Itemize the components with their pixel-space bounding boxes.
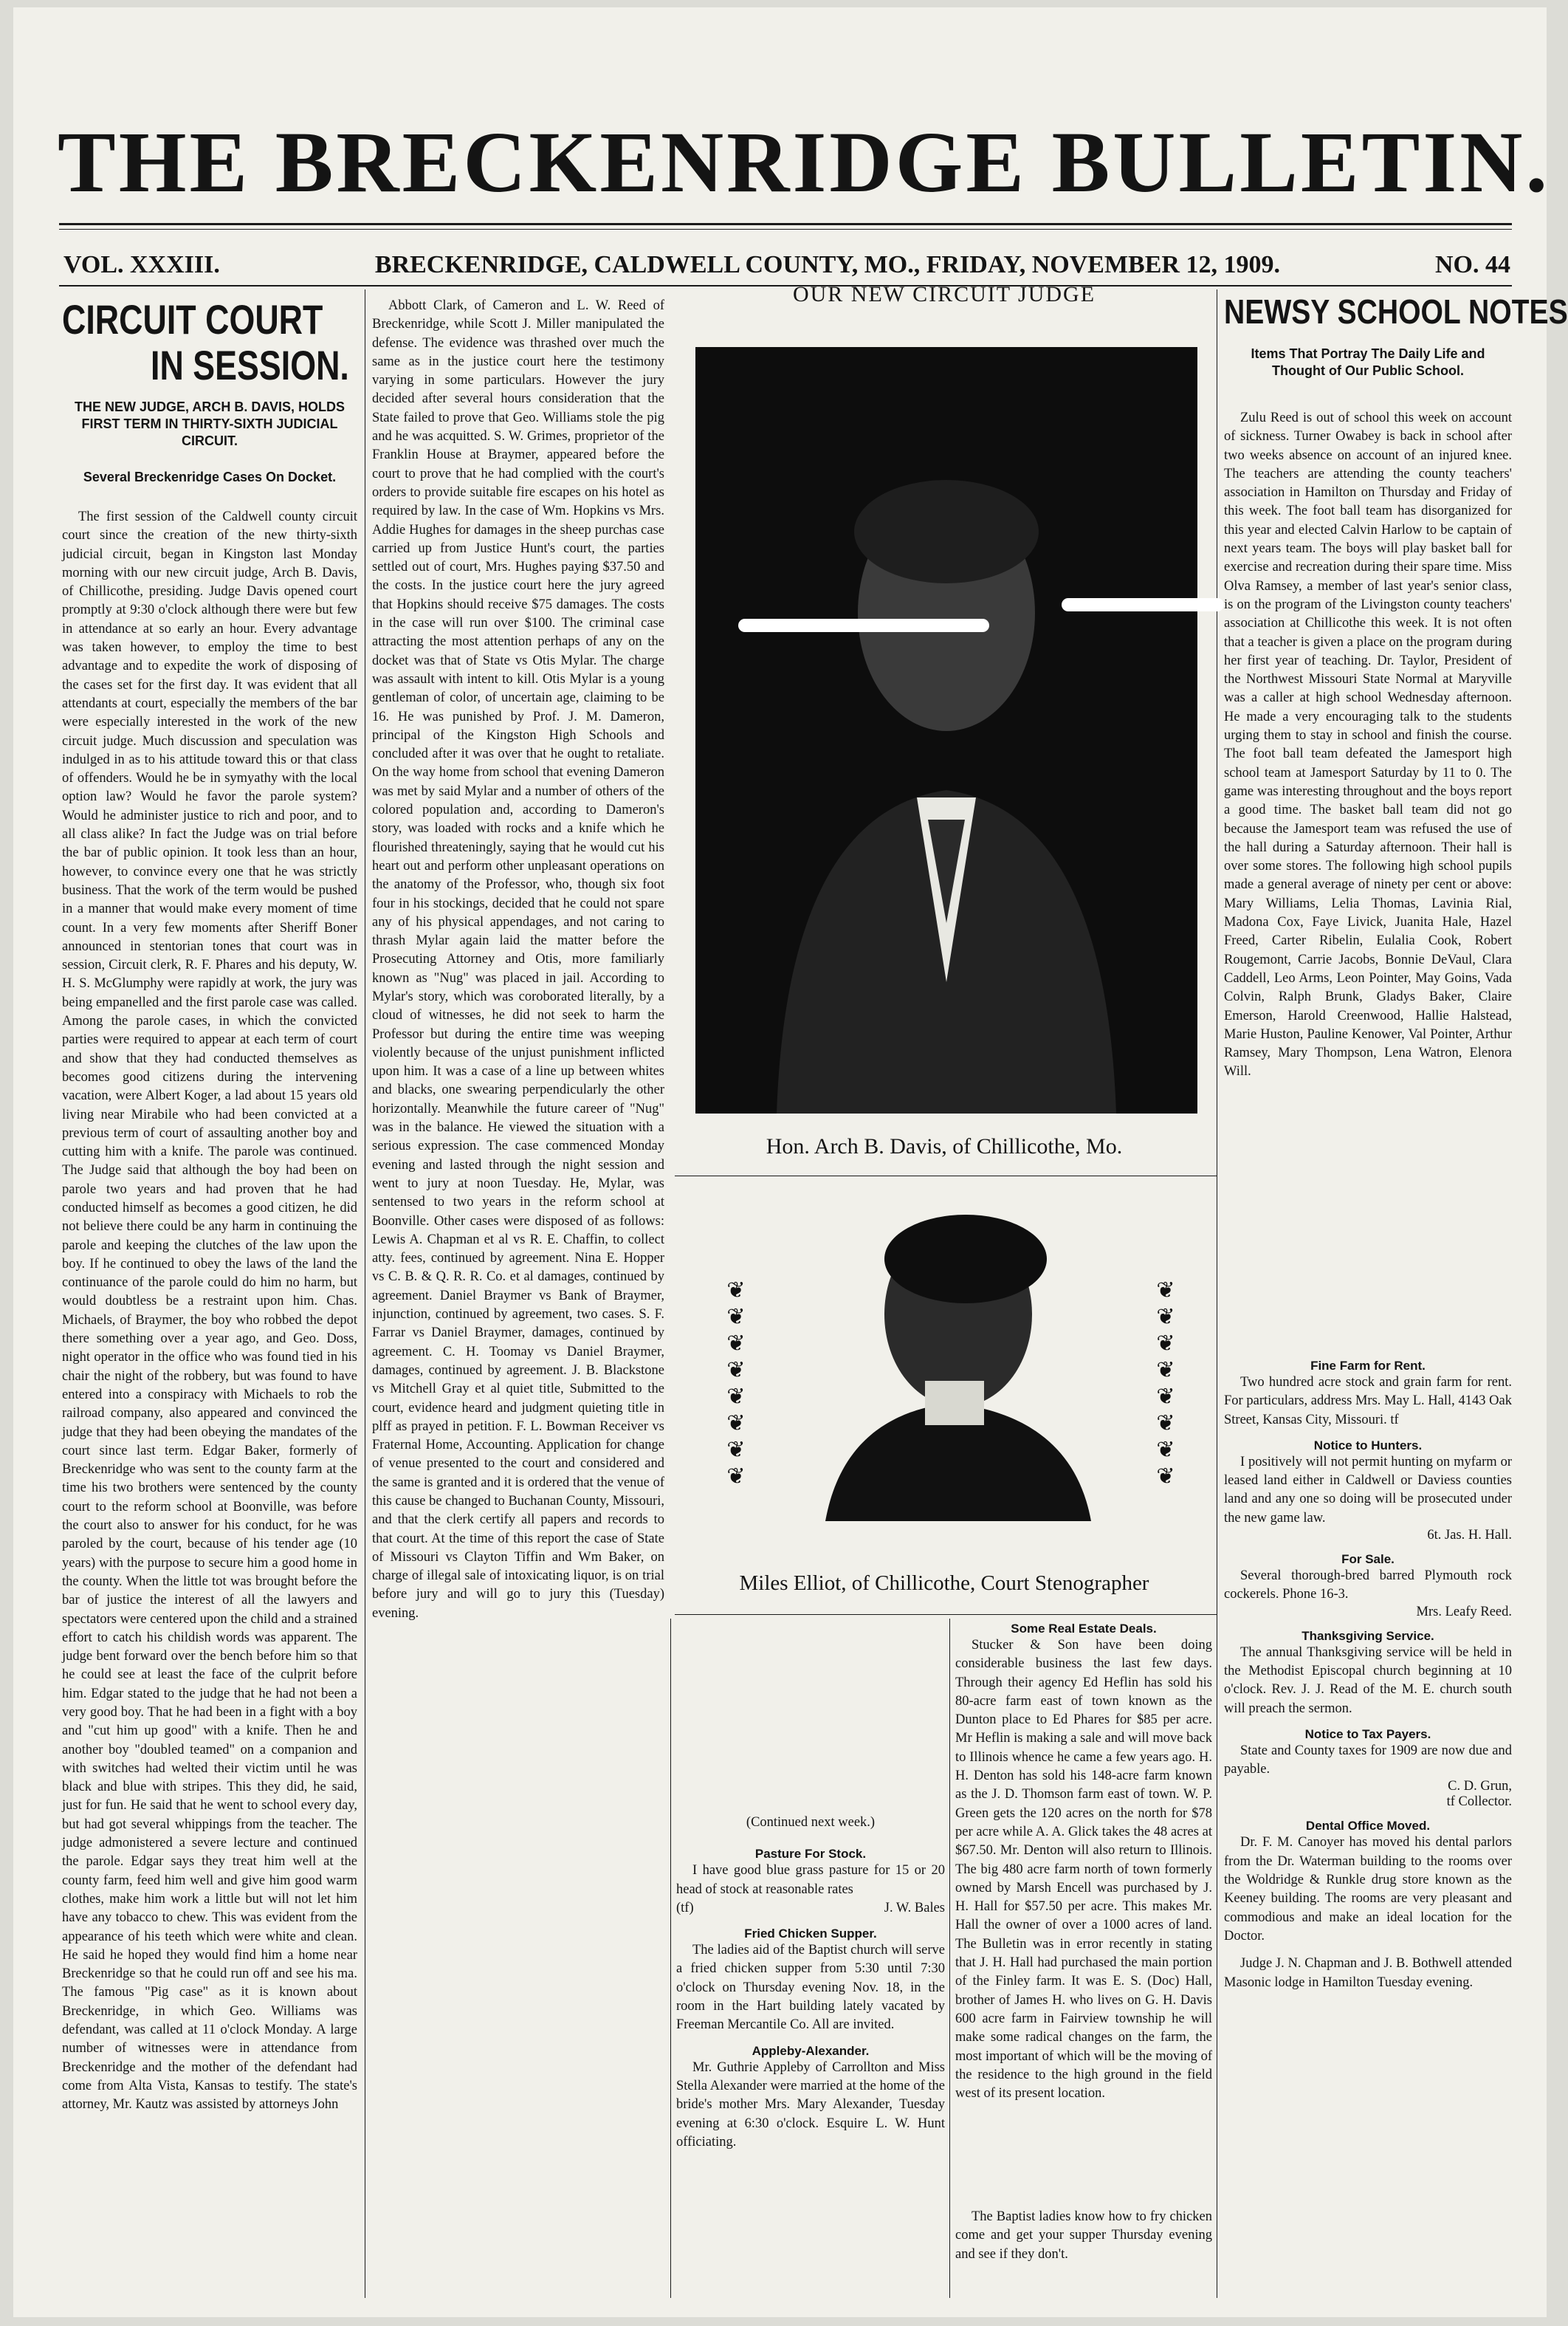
tax-heading: Notice to Tax Payers. — [1304, 1726, 1431, 1741]
headline-subdeck: Several Breckenridge Cases On Docket. — [83, 470, 337, 484]
issue-number: NO. 44 — [1434, 251, 1510, 278]
realestate-text: Stucker & Son have been doing considerable business the last few days. Through their agency Ed Heflin has sold his 80-acre farm east of town known as the Dunton place to Ed Phares for $85 per acre. Mr Heflin is making a sale and will move back to Illinois whence he came a few years ago. H. H. Denton has sold his 148-acre farm known as the J. D. Thomson farm east of town. W. P. Green gets the 120 acres on the north for $78 per acre while A. A. Glick takes the 48 acres at $67.50. Mr. Denton will also return to Illinois. The big 480 acre farm north of town formerly owned by Marsh Encell was purchased by J. H. Hall for $57.50 per acre. This makes Mr. Hall the owner of over a 1000 acres of land. The Bulletin was in error recently in stating that J. H. Hall had purchased the main portion of the Finley farm. It was E. S. (Doc) Hall, brother of James H. who lives on G. H. Davis 600 acre farm in Fairview township he will make some radical changes on the farm, the most important of which will be the moving of the residence to the high ground in the field west of its present location. — [955, 1638, 1212, 2102]
school-deck: Items That Portray The Daily Life and Thought of Our Public School. — [1251, 346, 1485, 378]
newspaper-page — [13, 7, 1568, 2317]
photo-title: OUR NEW CIRCUIT JUDGE — [792, 282, 1096, 306]
judge-portrait-image — [695, 347, 1197, 1114]
school-notes-column — [1224, 292, 1568, 2298]
school-text: Zulu Reed is out of school this week on account of sickness. Turner Owabey is back in school after two weeks absence on account of an injured knee. The teachers are attending the county teachers' association in Hamilton on Thursday and Friday of this week. The foot ball team has disorganized for this year and elected Calvin Harlow to be captain of next years team. The boys will play basket ball for exercise and recreation during their spare time. Miss Olva Ramsey, a member of last year's senior class, is on the program of the Livingston county teachers' association at Chillicothe this week. It is not often that a teacher is given a place on the program during her first year of teaching. Dr. Taylor, President of the Northwest Missouri State Normal at Maryville was a caller at high school Wednesday afternoon. He made a very encouraging talk to the students urging them to stay in school and finish the course. The foot ball team defeated the Jamesport high school team at Jamesport Saturday by 11 to 0. The game was interesting throughout and the boys report a good time. The basket ball team did not go because the Jamesport team was refused the use of the hall during a Saturday afternoon. Their hall is over some stores. The following high school pupils made a general average of ninety per cent or above: Mary Williams, Lelia Thomas, Lavinia Rial, Madona Cox, Faye Livick, Juanita Hale, Hazel Freed, Carter Ribelin, Eulalia Cook, Robert Rougemont, Carrie Jacobs, Bonnie DeVaul, Clara Caddell, Leo Arms, Leon Pointer, May Goins, Vada Colvin, Ralph Brunk, Gladys Baker, Claire Emerson, Harold Creenwood, Hallie Halstead, Marie Huston, Pauline Kenower, Val Pointer, Arthur Ramsey, Mary Thompson, Lena Watron, Elenora Will. — [1224, 411, 1512, 1080]
pasture-text: I have good blue grass pasture for 15 or 20 head of stock at reasonable rates — [676, 1863, 945, 1897]
tax-signature: C. D. Grun, — [1448, 1779, 1512, 1794]
masthead-rule — [59, 223, 1512, 225]
judge-portrait — [695, 347, 1197, 1114]
baptist-text: The Baptist ladies know how to fry chicken come and get your supper Thursday evening and see if they don't. — [955, 2209, 1212, 2262]
sale-text: Several thorough-bred barred Plymouth rock cockerels. Phone 16-3. — [1224, 1568, 1512, 1602]
sale-signature: Mrs. Leafy Reed. — [1416, 1604, 1512, 1619]
wedding-heading: Appleby-Alexander. — [752, 2043, 870, 2058]
hunters-signature: 6t. Jas. H. Hall. — [1427, 1528, 1512, 1543]
masthead: THE BRECKENRIDGE BULLETIN. — [58, 114, 1550, 210]
wedding-text: Mr. Guthrie Appleby of Carrollton and Miss Stella Alexander were married at the home of the bride's mother Mrs. Mary Alexander, Tuesday evening at 6:30 o'clock. Esquire L. W. Hunt officiating. — [676, 2059, 945, 2150]
continued-note: (Continued next week.) — [746, 1815, 876, 1830]
circuit-court-text-col1: The first session of the Caldwell county circuit court since the creation of the new thirty-sixth judicial circuit, began in Kingston last Monday morning with our new circuit judge, Arch B. Davis, of Chillicothe, presiding. Judge Davis opened court promptly at 9:30 o'clock although there were but few in attendance at so early an hour. Every advantage was taken however, to employ the time to best advantage and to expedite the work of disposing of the cases set for the first day. It was evident that all attendants at court, especially the members of the bar were especially interested in the work of the new circuit judge. Much discussion and speculation was indulged in as to his attitude toward this or that class of offenders. Would he be in symyathy with the local option law? Would he favor the parole system? Would he administer justice to rich and poor, and to all class alike? In fact the Judge was on trial before the bar of public opinion. It took less than an hour, however, to convince every one that he was strictly business. That the work of the term would be pushed in a manner that would make every moment of time count. In a very few moments after Sheriff Boner announced in stentorian tones that court was in session, Circuit clerk, R. F. Phares and his deputy, W. H. S. McGlumphy were rapidly at work, the jury was being empanelled and the first parole case was called. Among the parole cases, in which the convicted parties were required to appear at each term of court and show that they had conducted themselves as becomes good citizens during the intervening vacation, were Albert Koger, a lad about 15 years old living near Mirabile who had been convicted at a previous term of court of assaulting another boy and cutting him with a knife. The parole was continued. The Judge said that although the boy had been on parole two years and had proven that he had conducted himself as becomes a good citizen, he did not believe there could be any harm in continuing the parole and keeping the clutches of the law upon the boy. If he continued to obey the laws of the land the continuance of the parole could do him no harm, but would doubtless be a restraint upon him. Chas. Michaels, of Braymer, the boy who robbed the depot there something over a year ago, and Geo. Doss, night operator in the office who was found tied in his chair the night of the robbery, but was found to have entered into a conspiracy with Michaels to rob the railroad company, also appeared and convinced the judge that they had been obeying the mandates of the court since last term. Edgar Baker, formerly of Breckenridge who was sent to the county farm at the time his two brothers were sentenced by the county court to the reform school at Boonville, was before the court also to answer for his conduct, for he was paroled by the court, because of his tender age (10 years) with the purpose to secure him a good home in the county. When the little tot was brought before the bar of justice the interest of all the lawyers and spectators were centered upon the child and a strained effort to catch his childish words was apparent. The judge bent forward over the bench before him so that he could see at least the face of the culprit before him. Edgar stated to the judge that he had not been a very good boy. That he had been in a fight with a boy and "cut him up good" with a knife. Then he and another boy "doubled teamed" on a companion and with switches had welted their victim until he was black and blue with stripes. This they did, he said, just for fun. He said that he went to school every day, but had got several whippings from the teacher. The judge admonistered a severe lecture and continued the parole. Edgar says they treat him well at the county farm, feed him well and give him good warm clothes, make him work a little but will not let him have any tobacco to chew. This was evident from the appearance of his teeth which were white and clean. He said he hoped they would find him a home near Breckenridge so that he could run off and see his ma. The famous "Pig case" as it is known about Breckenridge, in which Geo. Williams was defendant, was called at 11 o'clock Monday. A large number of witnesses were in attendance from Breckenridge and the mother of the defendant had come from Alta Vista, Kansas to testify. The state's attorney, Mr. Kautz was assisted by attorneys John — [62, 510, 357, 2113]
stenographer-portrait — [781, 1196, 1128, 1521]
pasture-tag: (tf) — [676, 1900, 694, 1915]
masthead-rule-thin — [59, 229, 1512, 230]
dental-heading: Dental Office Moved. — [1305, 1819, 1431, 1833]
sale-heading: For Sale. — [1341, 1552, 1395, 1567]
ornament-right: ❦ ❦ ❦ ❦ ❦ ❦ ❦ ❦ — [1156, 1277, 1175, 1489]
photo-damage — [1062, 598, 1224, 611]
circuit-court-continuation — [372, 297, 664, 2298]
tax-signature-2: tf Collector. — [1446, 1794, 1512, 1810]
lower-col-3 — [676, 1622, 945, 2298]
column-rule — [670, 1619, 671, 2298]
headline-in-session: IN SESSION. — [151, 342, 349, 388]
headline-school-notes: NEWSY SCHOOL NOTES — [1224, 292, 1568, 331]
dateline — [63, 251, 1510, 279]
photo-damage — [738, 619, 989, 632]
hunters-heading: Notice to Hunters. — [1313, 1438, 1423, 1452]
lower-col-4 — [955, 1622, 1212, 2298]
pasture-heading: Pasture For Stock. — [754, 1847, 867, 1862]
volume-number: VOL. XXXIII. — [63, 251, 220, 278]
circuit-court-article — [62, 297, 357, 2298]
realestate-heading: Some Real Estate Deals. — [1011, 1622, 1157, 1636]
ornament-left: ❦ ❦ ❦ ❦ ❦ ❦ ❦ ❦ — [726, 1277, 746, 1489]
pasture-signature: J. W. Bales — [884, 1900, 945, 1915]
hunters-text: I positively will not permit hunting on myfarm or leased land either in Caldwell or Daviess counties land and any one so doing will be prosecuted under the new game law. — [1224, 1454, 1512, 1526]
circuit-court-text-col3 — [676, 1622, 945, 1814]
circuit-court-text-col2: Abbott Clark, of Cameron and L. W. Reed of Breckenridge, while Scott J. Miller manipulated the defense. The evidence was thrashed over much the same as in the justice court here the testimony varying in some particulars. However the jury decided after several hours consideration that the State failed to prove that Geo. Williams stole the pig and he was acquitted. S. W. Grimes, proprietor of the Franklin House at Braymer, appeared before the court to prove that he had complied with the court's orders to provide suitable fire escapes on his hotel as required by law. In the case of Wm. Hopkins vs Mrs. Addie Hughes for damages in the sheep purchas case carried up from Justice Hunt's court, the parties settled out of court, Mrs. Hughes paying $37.50 and the costs. In the justice court here the jury agreed that Hopkins should receive $75 damages. The costs in the case will run over $100. The criminal case attracting the most attention perhaps of any on the docket was that of State vs Otis Mylar. The charge was assault with intent to kill. Otis Mylar is a young gentleman of color, of uncertain age, claiming to be 16. He was punished by Prof. J. M. Dameron, principal of the Kingston High Schools and concluded after it was over that he ought to retaliate. On the way home from school that evening Dameron was met by said Mylar and a number of others of the colored population and, according to Dameron's story, was loaded with rocks and a knife which he flourished threateningly, saying that he would cut his heart out and perform other unpleasant operations on the anatomy of the Professor, who, though six foot four in his stockings, decided that he could not spare any of his physical appendages, and not caring to thrash Mylar again laid the matter before the Prosecuting Attorney and Otis, more familiarly known as "Nug" was placed in jail. According to Mylar's story, which was coroborated literally, by a cloud of witnesses, he did not seek to harm the Professor but during the entire time was weeping violently because of the unjust punishment inflicted upon him. It was a case of a line up between whites and blacks, one swearing perpendicularly the other horizontally. Meanwhile the future career of "Nug" was in the balance. He viewed the situation with a serious expression. The case commenced Monday evening and lasted through the night session and went to jury at noon Tuesday. He, Mylar, was sentensed to two years in the reform school at Boonville. Other cases were disposed of as follows: Lewis A. Chapman et al vs R. E. Chaffin, to collect atty. fees, continued by agreement. Nina E. Hopper vs C. B. & Q. R. R. Co. et al damages, continued by agreement. Daniel Braymer vs Bank of Braymer, injunction, continued by agreement, two cases. S. F. Farrar vs Daniel Braymer, damages, continued by agreement. C. H. Toomay vs Daniel Braymer, damages, continued by agreement. J. B. Blackstone vs Mitchell Gray et al quiet title, Submitted to the court, evidence heard and judgment quieting title in plff as prayed in petition. F. L. Bowman Receiver vs Fraternal Home, Accounting. Application for change of venue presented to the court and considered and the same is granted and it is ordered that the venue of this cause be changed to Buchanan County, Missouri, and that the clerk certify all papers and records to that court. At the time of this report the case of State of Missouri vs Clayton Tiffin and Wm Baker, on charge of illegal sale of intoxicating liquor, is on trial before jury and will go to jury this (Tuesday) evening. — [372, 298, 664, 1621]
farm-heading: Fine Farm for Rent. — [1310, 1359, 1426, 1373]
pasture-signoff — [676, 1899, 945, 1918]
thanksgiving-text: The annual Thanksgiving service will be held in the Methodist Episcopal church beginning at 10 o'clock. Rev. J. J. Read of the M. E. church south will preach the sermon. — [1224, 1644, 1512, 1716]
stenographer-portrait-image — [781, 1196, 1128, 1521]
headline-circuit-court: CIRCUIT COURT — [62, 296, 323, 343]
farm-text: Two hundred acre stock and grain farm for rent. For particulars, address Mrs. May L. Hall, 4143 Oak Street, Kansas City, Missouri. tf — [1224, 1375, 1512, 1427]
column-rule — [949, 1619, 950, 2298]
tax-text: State and County taxes for 1909 are now due and payable. — [1224, 1743, 1512, 1777]
supper-heading: Fried Chicken Supper. — [744, 1927, 877, 1941]
supper-text: The ladies aid of the Baptist church will serve a fried chicken supper from 5:30 until 7:30 o'clock on Thursday evening Nov. 18, in the room in the Hart building lately vacated by Freeman Mercantile Co. All are invited. — [676, 1943, 945, 2033]
stenographer-caption: Miles Elliot, of Chillicothe, Court Stenographer — [739, 1571, 1149, 1595]
headline-deck: THE NEW JUDGE, ARCH B. DAVIS, HOLDS FIRST TERM IN THIRTY-SIXTH JUDICIAL CIRCUIT. — [74, 399, 345, 448]
place-date: BRECKENRIDGE, CALDWELL COUNTY, MO., FRIDAY, NOVEMBER 12, 1909. — [374, 251, 1280, 278]
thanksgiving-heading: Thanksgiving Service. — [1301, 1628, 1434, 1643]
judge-caption: Hon. Arch B. Davis, of Chillicothe, Mo. — [766, 1134, 1123, 1159]
photo-bottom-rule — [675, 1614, 1217, 1615]
dental-text: Dr. F. M. Canoyer has moved his dental parlors from the Dr. Waterman building to the rooms over the Woldridge & Runkle drug store known as the Keeney building. The rooms are very pleasant and commodious and make an ideal location for the Doctor. — [1224, 1835, 1512, 1944]
masonic-text: Judge J. N. Chapman and J. B. Bothwell attended Masonic lodge in Hamilton Tuesday evening. — [1224, 1956, 1512, 1990]
